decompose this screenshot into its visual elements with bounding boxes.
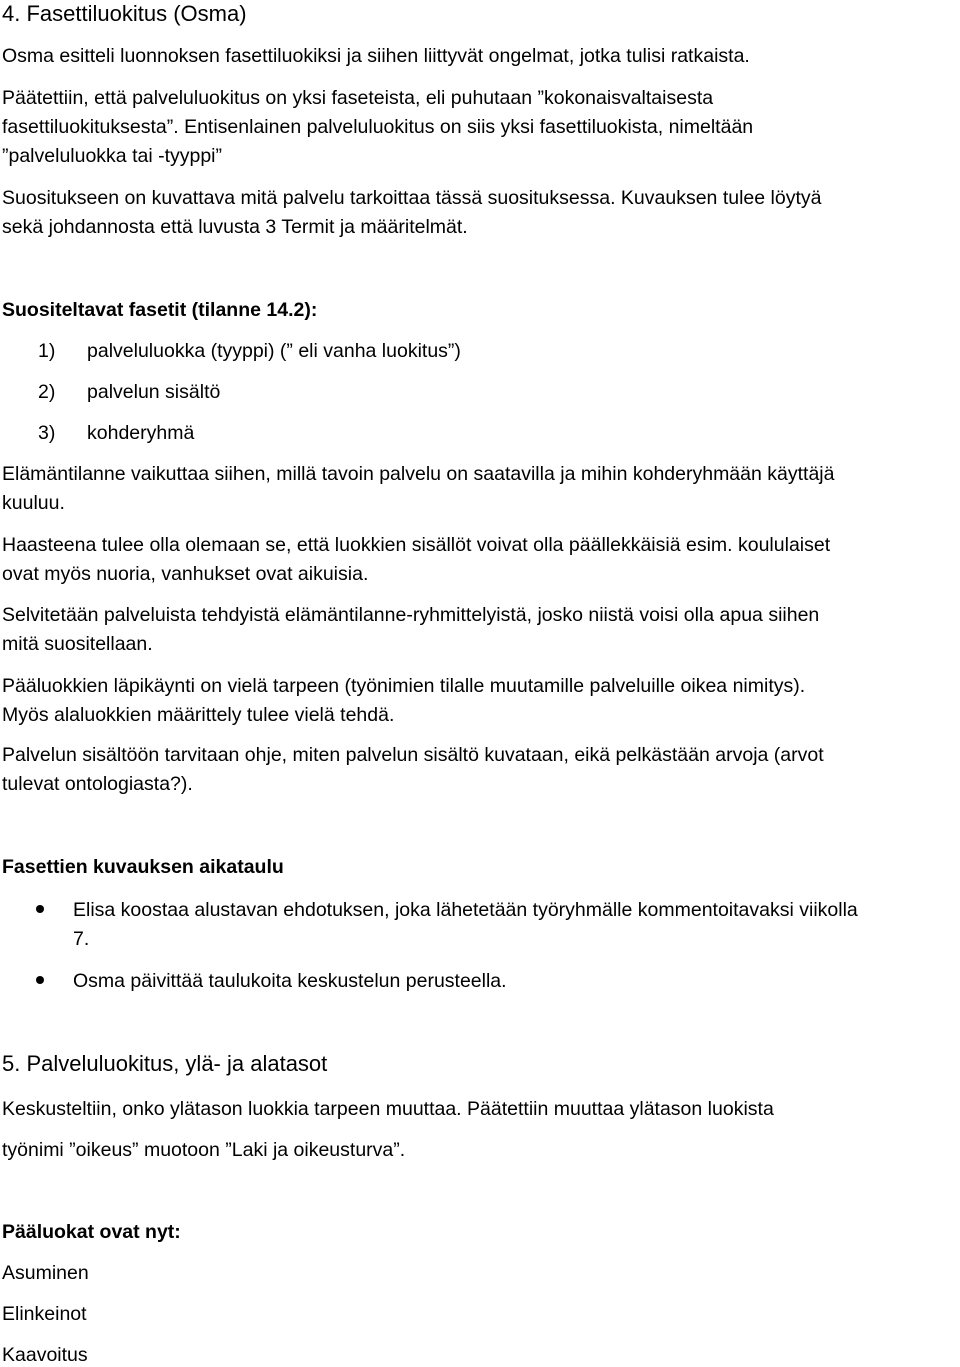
facet-number: 1) [38,340,56,362]
section-5-heading: 5. Palveluluokitus, ylä- ja alatasot [2,1051,328,1076]
bullet-icon [36,905,44,913]
section5-para1: Keskusteltiin, onko ylätason luokkia tarpeen muuttaa. Päätettiin muuttaa ylätason luokista [2,1098,774,1120]
para4-line2: ovat myös nuoria, vanhukset ovat aikuisia. [2,563,369,585]
intro-line: Osma esitteli luonnoksen fasettiluokiksi ja siihen liittyvät ongelmat, jotka tulisi ratkaista. [2,45,750,67]
para1-line2: fasettiluokituksesta”. Entisenlainen palveluluokitus on siis yksi fasettiluokista, nimeltään [2,116,754,138]
facet-number: 2) [38,381,56,403]
para1-line3: ”palveluluokka tai -tyyppi” [2,145,223,167]
main-class-item: Asuminen [2,1262,89,1284]
schedule-item-1-line1: Elisa koostaa alustavan ehdotuksen, joka lähetetään työryhmälle kommentoitavaksi viikolla [73,899,858,921]
para7-line2: tulevat ontologiasta?). [2,773,193,795]
facet-item-3 [38,421,55,445]
para6-line2: Myös alaluokkien määrittely tulee vielä tehdä. [2,704,395,726]
para6-line1: Pääluokkien läpikäynti on vielä tarpeen (työnimien tilalle muutamille palveluille oikea nimitys). [2,675,806,697]
bullet-icon [36,976,44,984]
facet-label-3: kohderyhmä [87,422,195,444]
para2-line1: Suositukseen on kuvattava mitä palvelu tarkoittaa tässä suosituksessa. Kuvauksen tulee löytyä [2,187,822,209]
para4-line1: Haasteena tulee olla olemaan se, että luokkien sisällöt voivat olla päällekkäisiä esim. koululaiset [2,534,831,556]
facet-number: 3) [38,422,56,444]
para2-line2: sekä johdannosta että luvusta 3 Termit ja määritelmät. [2,216,468,238]
para7-line1: Palvelun sisältöön tarvitaan ohje, miten palvelun sisältö kuvataan, eikä pelkästään arvoja (arvot [2,744,824,766]
schedule-item-1-line2: 7. [73,928,90,950]
facet-label-2: palvelun sisältö [87,381,221,403]
facet-item-1 [38,339,55,363]
para3-line1: Elämäntilanne vaikuttaa siihen, millä tavoin palvelu on saatavilla ja mihin kohderyhmään käyttäjä [2,463,835,485]
para5-line2: mitä suositellaan. [2,633,153,655]
main-classes-heading: Pääluokat ovat nyt: [2,1221,181,1243]
section-4-heading: 4. Fasettiluokitus (Osma) [2,1,247,26]
schedule-heading: Fasettien kuvauksen aikataulu [2,856,284,878]
facets-heading: Suositeltavat fasetit (tilanne 14.2): [2,299,318,321]
main-class-item: Kaavoitus [2,1344,88,1366]
facet-item-2 [38,380,55,404]
para3-line2: kuuluu. [2,492,65,514]
schedule-item-2: Osma päivittää taulukoita keskustelun perusteella. [73,970,507,992]
main-class-item: Elinkeinot [2,1303,87,1325]
section5-para2: työnimi ”oikeus” muotoon ”Laki ja oikeusturva”. [2,1139,406,1161]
facet-label-1: palveluluokka (tyyppi) (” eli vanha luokitus”) [87,340,461,362]
para5-line1: Selvitetään palveluista tehdyistä elämäntilanne-ryhmittelyistä, josko niistä voisi olla apua siihen [2,604,820,626]
para1-line1: Päätettiin, että palveluluokitus on yksi faseteista, eli puhutaan ”kokonaisvaltaisesta [2,87,714,109]
